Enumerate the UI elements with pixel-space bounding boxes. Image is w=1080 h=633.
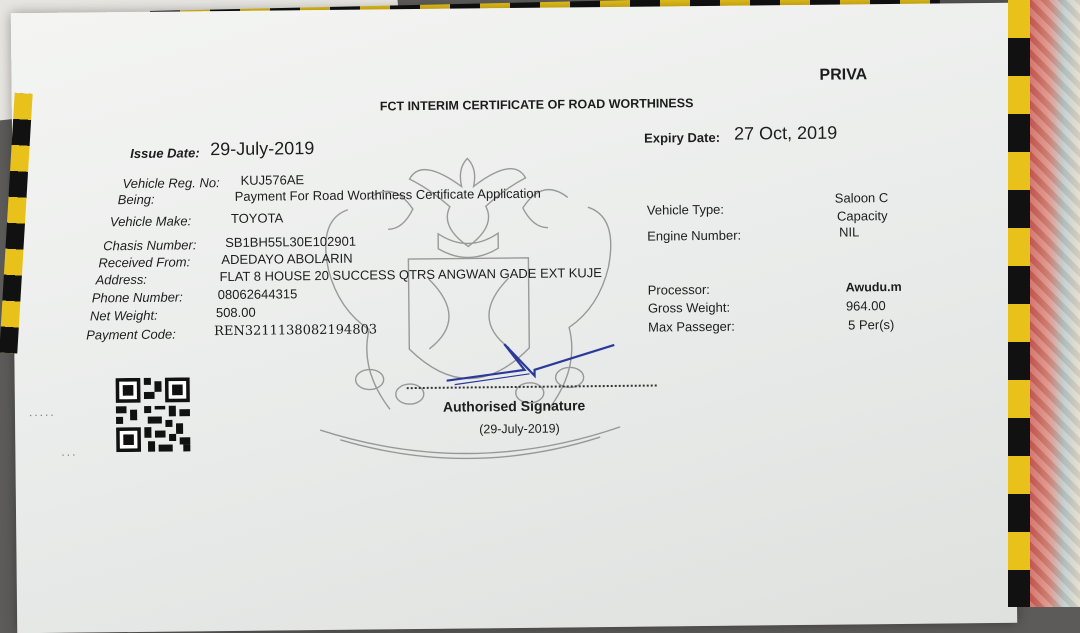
reg-no-label: Vehicle Reg. No: bbox=[122, 175, 220, 192]
being-value: Payment For Road Worthiness Certificate Application bbox=[234, 185, 541, 204]
being-label: Being: bbox=[117, 191, 155, 208]
vehicle-make-label: Vehicle Make: bbox=[109, 213, 192, 230]
address-label: Address: bbox=[95, 271, 147, 288]
payment-code-value: REN3211138082194803 bbox=[214, 322, 378, 340]
vehicle-make-value: TOYOTA bbox=[230, 210, 284, 226]
dotted-mark-1: ..... bbox=[28, 404, 56, 420]
gross-weight-label: Gross Weight: bbox=[647, 299, 731, 316]
engine-number-value: NIL bbox=[839, 224, 860, 240]
vehicle-capacity-value: Capacity bbox=[836, 208, 888, 224]
chasis-value: SB1BH55L30E102901 bbox=[225, 233, 357, 251]
processor-label: Processor: bbox=[647, 281, 710, 298]
net-weight-label: Net Weight: bbox=[89, 307, 158, 324]
gross-weight-value: 964.00 bbox=[845, 298, 886, 314]
qr-code-icon bbox=[111, 377, 196, 452]
reg-no-value: KUJ576AE bbox=[240, 172, 305, 188]
hazard-border-right bbox=[1008, 0, 1030, 607]
certificate-title: FCT INTERIM CERTIFICATE OF ROAD WORTHINESS bbox=[379, 96, 694, 114]
corner-label: PRIVA bbox=[819, 66, 868, 84]
payment-code-label: Payment Code: bbox=[86, 326, 176, 343]
chasis-label: Chasis Number: bbox=[103, 237, 197, 254]
issue-date-value: 29-July-2019 bbox=[210, 138, 315, 160]
processor-value: Awudu.m bbox=[845, 279, 902, 295]
net-weight-value: 508.00 bbox=[215, 304, 256, 321]
vehicle-type-label: Vehicle Type: bbox=[646, 201, 725, 218]
received-from-value: ADEDAYO ABOLARIN bbox=[221, 250, 353, 268]
vehicle-type-value: Saloon C bbox=[834, 190, 889, 206]
address-value: FLAT 8 HOUSE 20 SUCCESS QTRS ANGWAN GADE EXT KUJE bbox=[219, 265, 602, 285]
signature-label: Authorised Signature bbox=[442, 397, 586, 415]
expiry-date-label: Expiry Date: bbox=[644, 129, 721, 146]
certificate-paper bbox=[11, 3, 1017, 633]
engine-number-label: Engine Number: bbox=[647, 227, 742, 244]
phone-value: 08062644315 bbox=[217, 286, 298, 303]
signature-date: (29-July-2019) bbox=[479, 421, 560, 437]
phone-label: Phone Number: bbox=[91, 289, 183, 306]
red-folder-edge bbox=[1028, 0, 1080, 607]
expiry-date-value: 27 Oct, 2019 bbox=[733, 122, 838, 144]
certificate-document bbox=[11, 3, 1017, 633]
max-passenger-value: 5 Per(s) bbox=[848, 317, 895, 333]
dotted-mark-2: ... bbox=[61, 444, 78, 459]
issue-date-label: Issue Date: bbox=[130, 145, 200, 162]
received-from-label: Received From: bbox=[98, 254, 191, 271]
max-passenger-label: Max Passeger: bbox=[648, 318, 735, 335]
